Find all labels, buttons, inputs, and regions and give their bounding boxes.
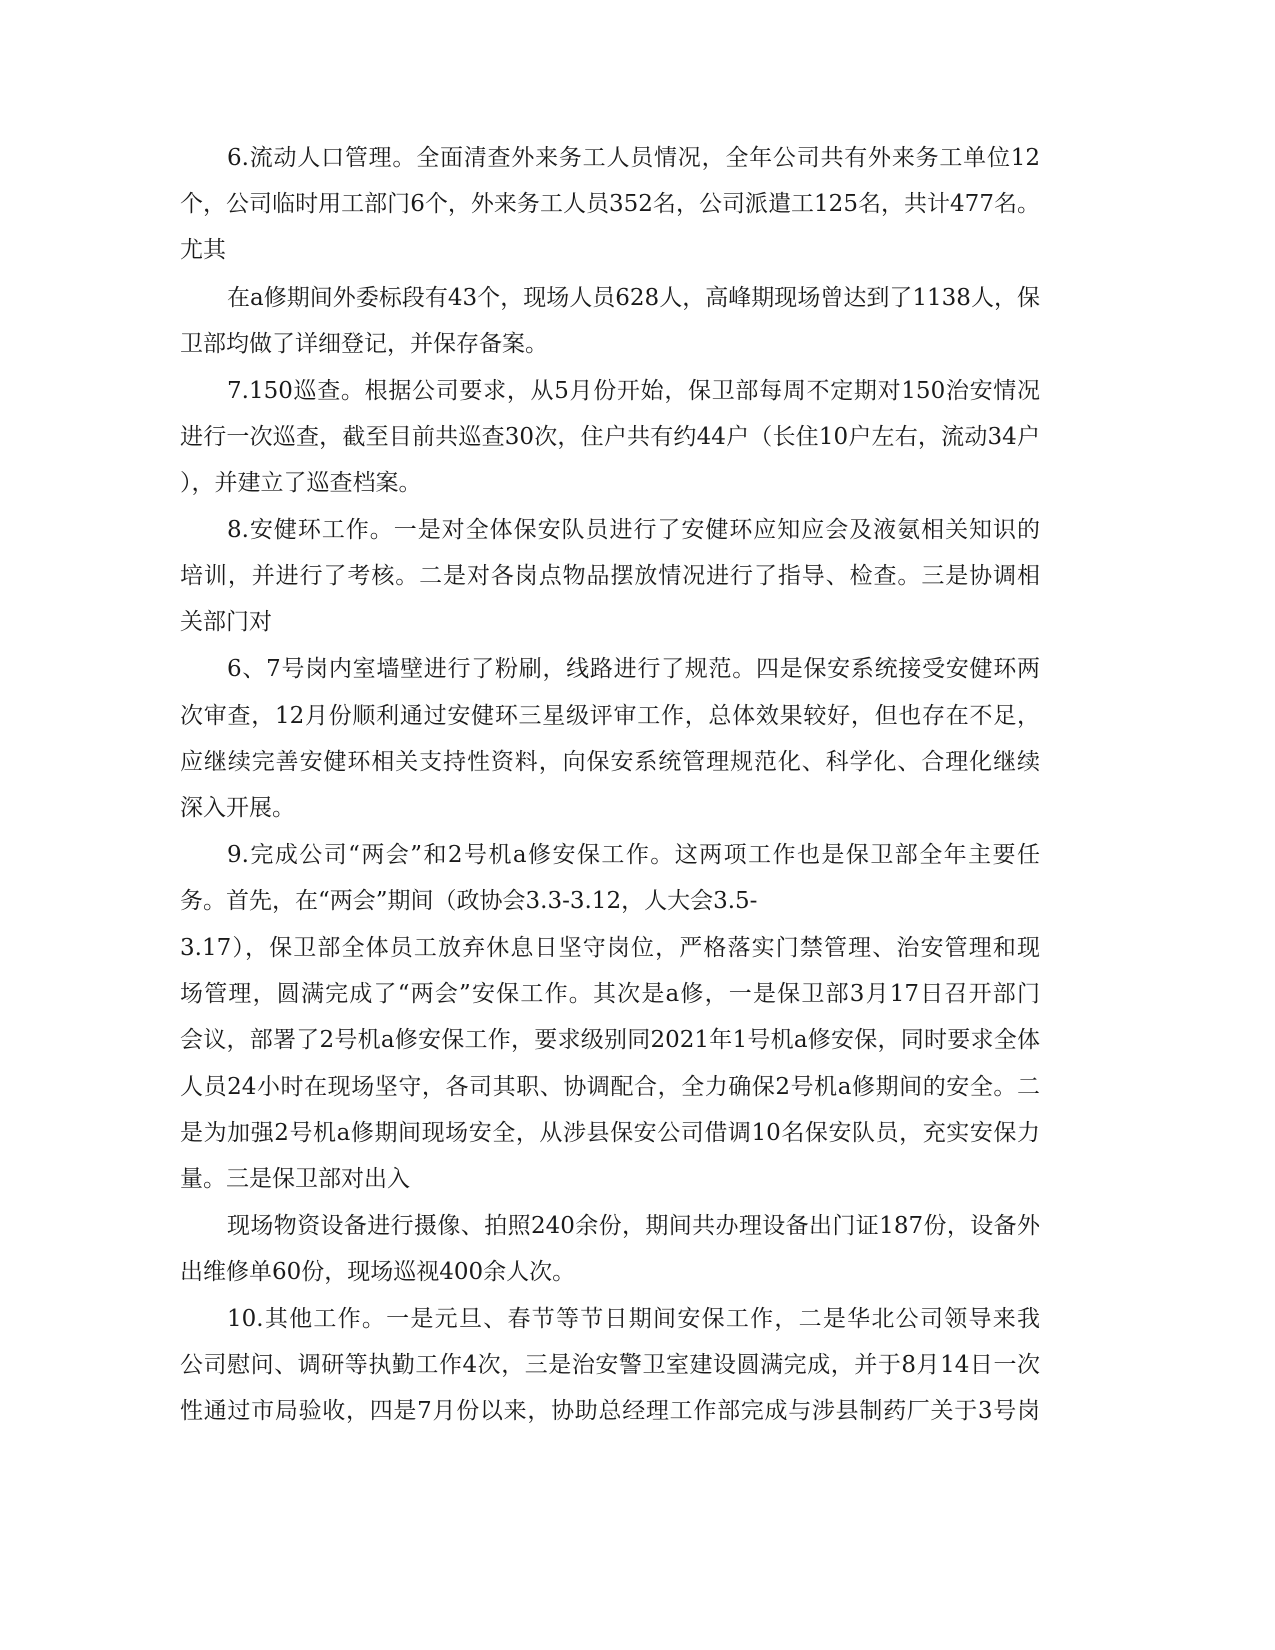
text-line: 进行一次巡查，截至目前共巡查30次，住户共有约44户（长住10户左右，流动34户 — [180, 424, 1040, 450]
text-line: 关部门对 — [180, 609, 272, 635]
text-line: 深入开展。 — [180, 795, 295, 821]
text-line: 在a修期间外委标段有43个，现场人员628人，高峰期现场曾达到了1138人，保 — [227, 285, 1040, 311]
text-line: 场管理，圆满完成了“两会”安保工作。其次是a修，一是保卫部3月17日召开部门 — [180, 981, 1040, 1007]
text-line: 3.17），保卫部全体员工放弃休息日坚守岗位，严格落实门禁管理、治安管理和现 — [180, 935, 1040, 961]
text-line: 次审查，12月份顺利通过安健环三星级评审工作，总体效果较好，但也存在不足， — [180, 703, 1040, 729]
text-line: 是为加强2号机a修期间现场安全，从涉县保安公司借调10名保安队员，充实安保力 — [180, 1120, 1040, 1146]
text-line: 人员24小时在现场坚守，各司其职、协调配合，全力确保2号机a修期间的安全。二 — [180, 1074, 1040, 1100]
text-line: 10.其他工作。一是元旦、春节等节日期间安保工作，二是华北公司领导来我 — [227, 1306, 1040, 1332]
text-line: 培训，并进行了考核。二是对各岗点物品摆放情况进行了指导、检查。三是协调相 — [180, 563, 1040, 589]
text-line: 个，公司临时用工部门6个，外来务工人员352名，公司派遣工125名，共计477名。 — [180, 191, 1040, 217]
text-line: 出维修单60份，现场巡视400余人次。 — [180, 1259, 576, 1285]
text-line: 尤其 — [180, 237, 226, 263]
text-line: 性通过市局验收，四是7月份以来，协助总经理工作部完成与涉县制药厂关于3号岗 — [180, 1398, 1040, 1424]
text-line: 公司慰问、调研等执勤工作4次，三是治安警卫室建设圆满完成，并于8月14日一次 — [180, 1352, 1040, 1378]
text-line: 量。三是保卫部对出入 — [180, 1166, 410, 1192]
text-line: 会议，部署了2号机a修安保工作，要求级别同2021年1号机a修安保，同时要求全体 — [180, 1027, 1040, 1053]
text-line: 卫部均做了详细登记，并保存备案。 — [180, 331, 548, 357]
text-line: 6.流动人口管理。全面清查外来务工人员情况，全年公司共有外来务工单位12 — [227, 145, 1040, 171]
text-line: 6、7号岗内室墙壁进行了粉刷，线路进行了规范。四是保安系统接受安健环两 — [227, 656, 1040, 682]
text-line: 9.完成公司“两会”和2号机a修安保工作。这两项工作也是保卫部全年主要任 — [227, 842, 1040, 868]
text-line: ），并建立了巡查档案。 — [180, 470, 422, 496]
text-line: 8.安健环工作。一是对全体保安队员进行了安健环应知应会及液氨相关知识的 — [227, 517, 1040, 543]
text-line: 应继续完善安健环相关支持性资料，向保安系统管理规范化、科学化、合理化继续 — [180, 749, 1040, 775]
text-line: 7.150巡查。根据公司要求，从5月份开始，保卫部每周不定期对150治安情况 — [227, 378, 1040, 404]
text-line: 现场物资设备进行摄像、拍照240余份，期间共办理设备出门证187份，设备外 — [227, 1213, 1040, 1239]
text-line: 务。首先，在“两会”期间（政协会3.3-3.12，人大会3.5- — [180, 888, 758, 914]
